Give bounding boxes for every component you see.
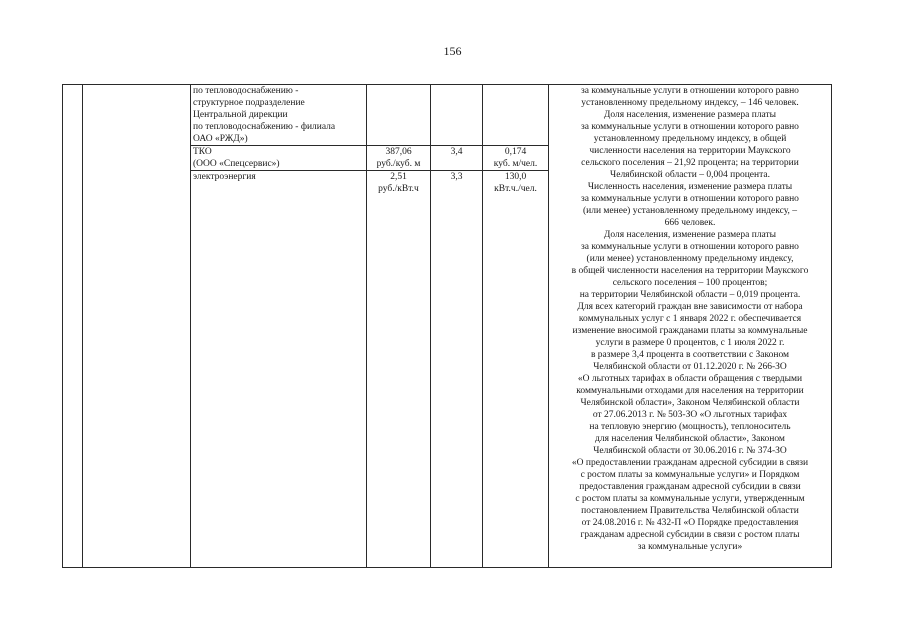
notes-line: в общей численности населения на территории Маукского [571, 266, 809, 276]
notes-line: за коммунальные услуги» [637, 542, 743, 552]
notes-line: коммунальными отходами для населения на территории [576, 386, 804, 396]
notes-line: «О льготных тарифах в области обращения с твердыми [577, 374, 803, 384]
service-cell: электроэнергия [191, 171, 367, 568]
notes-line: (или менее) установленному предельному индексу, – [582, 206, 798, 216]
notes-line: за коммунальные услуги в отношении которого равно [581, 86, 799, 96]
notes-line: сельского поселения – 21,92 процента; на территории [581, 158, 799, 168]
notes-line: Для всех категорий граждан вне зависимости от набора [577, 302, 803, 312]
notes-line: Челябинской области – 0,004 процента. [610, 170, 770, 180]
price-cell: 387,06 руб./куб. м [367, 146, 431, 171]
notes-line: услуги в размере 0 процентов, с 1 июля 2022 г. [595, 338, 785, 348]
index-cell [63, 85, 83, 568]
tariff-table [62, 84, 832, 568]
notes-line: гражданам адресной субсидии в связи с ростом платы [580, 530, 800, 540]
volume-cell [483, 85, 549, 146]
notes-line: «О предоставлении гражданам адресной субсидии в связи [571, 458, 809, 468]
service-cell: ТКО (ООО «Спецсервис») [191, 146, 367, 171]
notes-line: на тепловую энергию (мощность), теплоноситель [589, 422, 791, 432]
notes-line: Челябинской области от 30.06.2016 г. № 374-ЗО [593, 446, 787, 456]
notes-line: установленному предельному индексу, – 146 человек. [581, 98, 799, 108]
notes-cell [549, 85, 832, 568]
notes-line: сельского поселения – 100 процентов; [612, 278, 768, 288]
percent-cell: 3,4 [431, 146, 483, 171]
notes-line: с ростом платы за коммунальные услуги» и Порядком [580, 470, 800, 480]
notes-line: за коммунальные услуги в отношении которого равно [581, 242, 799, 252]
notes-line: численности населения на территории Маукского [589, 146, 791, 156]
settlement-cell [83, 85, 191, 568]
notes-line: от 27.06.2013 г. № 503-ЗО «О льготных тарифах [592, 410, 788, 420]
notes-line: 666 человек. [664, 218, 716, 228]
notes-line: Доля населения, изменение размера платы [603, 110, 777, 120]
price-cell [367, 85, 431, 146]
notes-line: за коммунальные услуги в отношении которого равно [581, 194, 799, 204]
volume-cell: 0,174 куб. м/чел. [483, 146, 549, 171]
notes-line: установленному предельному индексу, в общей [593, 134, 787, 144]
notes-line: за коммунальные услуги в отношении которого равно [581, 122, 799, 132]
notes-line: (или менее) установленному предельному индексу, [586, 254, 794, 264]
table-row [63, 85, 832, 146]
volume-cell: 130,0 кВт.ч./чел. [483, 171, 549, 568]
notes-line: Численность населения, изменение размера платы [587, 182, 793, 192]
notes-line: в размере 3,4 процента в соответствии с Законом [590, 350, 790, 360]
notes-line: коммунальных услуг с 1 января 2022 г. обеспечивается [578, 314, 802, 324]
page-number: 156 [443, 44, 462, 58]
notes-line: Челябинской области от 01.12.2020 г. № 266-ЗО [593, 362, 787, 372]
service-cell: по тепловодоснабжению - структурное подразделение Центральной дирекции по тепловодоснабжению - филиала ОАО «РЖД») [191, 85, 367, 146]
notes-line: Доля населения, изменение размера платы [603, 230, 777, 240]
percent-cell: 3,3 [431, 171, 483, 568]
price-cell: 2,51 руб./кВт.ч [367, 171, 431, 568]
notes-line: Челябинской области», Законом Челябинской области [580, 398, 800, 408]
percent-cell [431, 85, 483, 146]
notes-line: на территории Челябинской области – 0,019 процента. [579, 290, 801, 300]
notes-line: изменение вносимой гражданами платы за коммунальные [572, 326, 808, 336]
notes-line: предоставления гражданам адресной субсидии в связи [579, 482, 801, 492]
notes-line: с ростом платы за коммунальные услуги, утвержденным [575, 494, 805, 504]
notes-line: от 24.08.2016 г. № 432-П «О Порядке предоставления [581, 518, 799, 528]
notes-line: постановлением Правительства Челябинской области [581, 506, 799, 516]
notes-line: для населения Челябинской области», Законом [595, 434, 785, 444]
